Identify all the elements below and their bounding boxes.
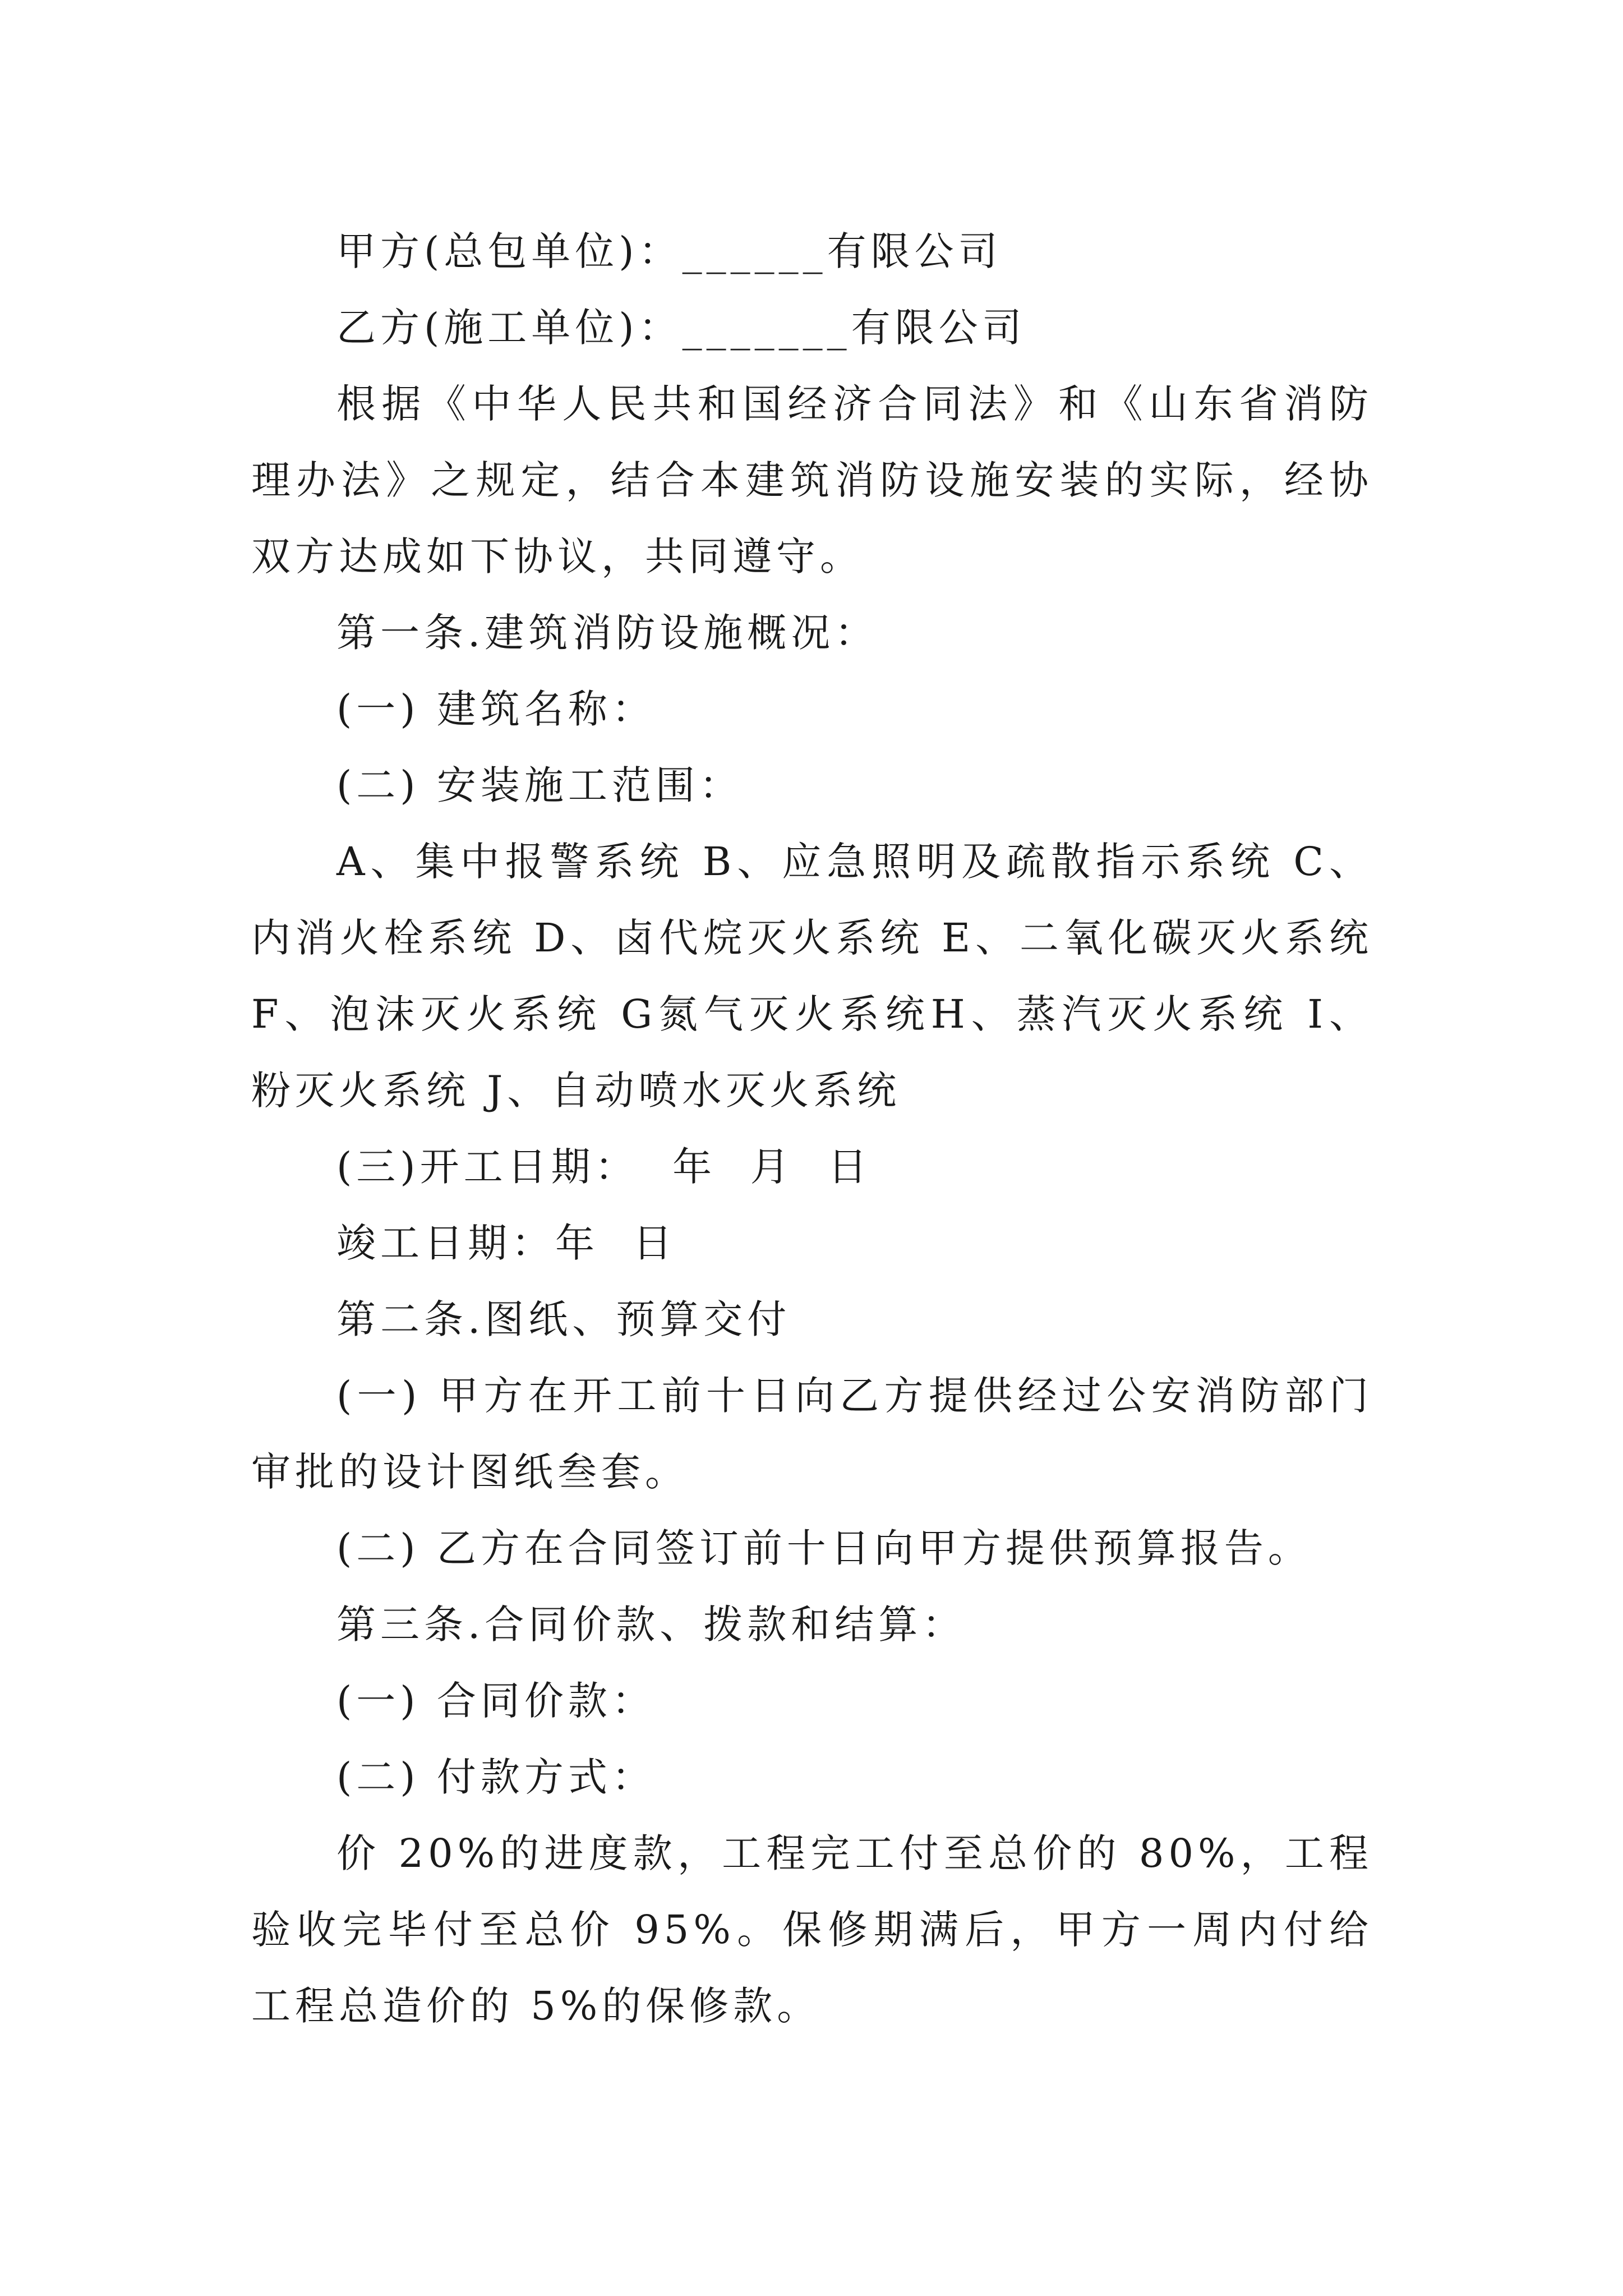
article-2-heading: 第二条.图纸、预算交付	[336, 1296, 791, 1342]
start-date-line: (三)开工日期： 年 月 日	[336, 1144, 872, 1190]
systems-line-3: F、泡沫灭火系统 G氮气灭火系统H、蒸汽灭火系统 I、	[251, 991, 1373, 1037]
preamble-line-3: 双方达成如下协议，共同遵守。	[251, 533, 864, 579]
article-1-heading: 第一条.建筑消防设施概况：	[336, 610, 879, 656]
party-a-line: 甲方(总包单位)：______有限公司	[336, 228, 1002, 274]
preamble-line-1: 根据《中华人民共和国经济合同法》和《山东省消防	[336, 381, 1373, 427]
party-b-line: 乙方(施工单位)：_______有限公司	[336, 305, 1026, 351]
install-scope-line: (二) 安装施工范围：	[336, 762, 743, 808]
payment-method-line: (二) 付款方式：	[336, 1754, 656, 1800]
preamble-line-2: 理办法》之规定，结合本建筑消防设施安装的实际，经协	[251, 457, 1373, 503]
budget-line: (二) 乙方在合同签订前十日向甲方提供预算报告。	[336, 1525, 1312, 1571]
systems-line-1: A、集中报警系统 B、应急照明及疏散指示系统 C、	[336, 839, 1373, 885]
payment-line-2: 验收完毕付至总价 95%。保修期满后，甲方一周内付给	[251, 1907, 1373, 1953]
document-body	[251, 213, 1373, 2044]
drawings-line-1: (一) 甲方在开工前十日向乙方提供经过公安消防部门	[336, 1373, 1373, 1419]
drawings-line-2: 审批的设计图纸叁套。	[251, 1449, 689, 1495]
payment-line-3: 工程总造价的 5%的保修款。	[251, 1983, 821, 2029]
systems-line-4: 粉灭火系统 J、自动喷水灭火系统	[251, 1068, 901, 1114]
systems-line-2: 内消火栓系统 D、卤代烷灭火系统 E、二氧化碳灭火系统	[251, 915, 1373, 961]
completion-date-line: 竣工日期：年 日	[336, 1220, 677, 1266]
article-3-heading: 第三条.合同价款、拨款和结算：	[336, 1602, 966, 1648]
payment-line-1: 价 20%的进度款，工程完工付至总价的 80%，工程	[336, 1830, 1373, 1876]
contract-price-line: (一) 合同价款：	[336, 1678, 656, 1724]
building-name-line: (一) 建筑名称：	[336, 686, 656, 732]
